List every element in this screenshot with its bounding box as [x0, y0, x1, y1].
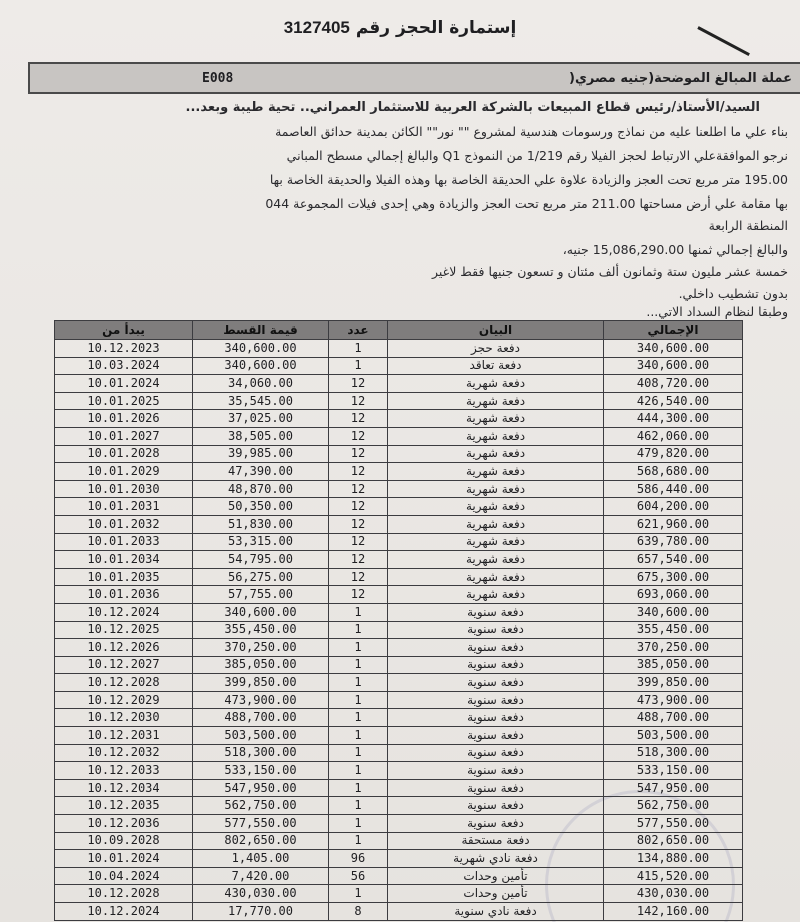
row-count: 12: [329, 410, 388, 428]
letter-line-2: نرجو الموافقةعلي الارتباط لحجز الفيلا رقم 1/219 من النموذج Q1 والبالغ إجمالي مسطح المباني: [286, 148, 788, 163]
row-start-date: 10.12.2036: [55, 815, 193, 833]
table-row: [55, 498, 743, 516]
payment-schedule-table: [54, 320, 743, 921]
row-count: 12: [329, 586, 388, 604]
row-description: دفعة نادي سنوية: [388, 903, 604, 921]
header-start: يبدأ من: [55, 321, 193, 340]
header-count: عدد: [329, 321, 388, 340]
table-row: [55, 639, 743, 657]
row-description: دفعة سنوية: [388, 656, 604, 674]
row-count: 1: [329, 691, 388, 709]
letter-line-9: وطبقا لنظام السداد الاتي...: [646, 304, 788, 319]
row-start-date: 10.12.2032: [55, 744, 193, 762]
row-count: 12: [329, 568, 388, 586]
row-count: 12: [329, 551, 388, 569]
letter-line-8: بدون تشطيب داخلي.: [678, 286, 788, 301]
row-start-date: 10.12.2028: [55, 885, 193, 903]
row-description: دفعة شهرية: [388, 445, 604, 463]
letter-line-7: خمسة عشر مليون ستة وثمانون ألف مئتان و تسعون جنيها فقط لاغير: [432, 264, 788, 279]
row-start-date: 10.12.2027: [55, 656, 193, 674]
row-total: 675,300.00: [604, 568, 743, 586]
table-row: [55, 709, 743, 727]
row-installment: 7,420.00: [193, 867, 329, 885]
table-header-row: [55, 321, 743, 340]
row-description: تأمين وحدات: [388, 885, 604, 903]
row-count: 12: [329, 533, 388, 551]
header-description: البيان: [388, 321, 604, 340]
table-row: [55, 779, 743, 797]
table-row: [55, 445, 743, 463]
row-start-date: 10.01.2026: [55, 410, 193, 428]
table-row: [55, 815, 743, 833]
row-count: 1: [329, 815, 388, 833]
row-start-date: 10.01.2033: [55, 533, 193, 551]
row-count: 1: [329, 744, 388, 762]
row-installment: 518,300.00: [193, 744, 329, 762]
letter-line-3: 195.00 متر مربع تحت العجز والزيادة علاوة علي الحديقة الخاصة بها وهذه الفيلا والحديقة الخاصة بها: [269, 172, 788, 187]
row-installment: 1,405.00: [193, 850, 329, 868]
row-start-date: 10.12.2034: [55, 779, 193, 797]
row-start-date: 10.12.2024: [55, 603, 193, 621]
table-row: [55, 621, 743, 639]
row-count: 1: [329, 639, 388, 657]
row-installment: 53,315.00: [193, 533, 329, 551]
row-description: دفعة سنوية: [388, 779, 604, 797]
row-start-date: 10.01.2029: [55, 463, 193, 481]
table-row: [55, 375, 743, 393]
table-row: [55, 340, 743, 358]
row-total: 462,060.00: [604, 427, 743, 445]
row-count: 1: [329, 340, 388, 358]
row-installment: 802,650.00: [193, 832, 329, 850]
row-total: 568,680.00: [604, 463, 743, 481]
row-installment: 54,795.00: [193, 551, 329, 569]
row-start-date: 10.01.2036: [55, 586, 193, 604]
row-description: دفعة سنوية: [388, 797, 604, 815]
row-installment: 385,050.00: [193, 656, 329, 674]
table-row: [55, 603, 743, 621]
row-total: 604,200.00: [604, 498, 743, 516]
row-count: 1: [329, 727, 388, 745]
currency-label: عملة المبالغ الموضحة(جنيه مصري(: [569, 71, 792, 86]
row-start-date: 10.09.2028: [55, 832, 193, 850]
letter-line-6: والبالغ إجمالي ثمنها 15,086,290.00 جنيه،: [562, 242, 788, 257]
table-row: [55, 691, 743, 709]
row-count: 1: [329, 656, 388, 674]
row-count: 1: [329, 832, 388, 850]
row-total: 488,700.00: [604, 709, 743, 727]
booking-number: 3127405: [283, 18, 350, 37]
table-row: [55, 515, 743, 533]
row-count: 1: [329, 603, 388, 621]
row-start-date: 10.12.2030: [55, 709, 193, 727]
row-start-date: 10.01.2028: [55, 445, 193, 463]
row-installment: 340,600.00: [193, 603, 329, 621]
table-row: [55, 762, 743, 780]
row-total: 533,150.00: [604, 762, 743, 780]
row-description: دفعة شهرية: [388, 463, 604, 481]
row-total: 479,820.00: [604, 445, 743, 463]
row-description: دفعة سنوية: [388, 744, 604, 762]
table-body: [55, 340, 743, 921]
row-installment: 51,830.00: [193, 515, 329, 533]
row-installment: 399,850.00: [193, 674, 329, 692]
header-total: الإجمالي: [604, 321, 743, 340]
row-description: دفعة سنوية: [388, 727, 604, 745]
row-installment: 48,870.00: [193, 480, 329, 498]
row-description: دفعة شهرية: [388, 515, 604, 533]
header-installment: قيمة القسط: [193, 321, 329, 340]
page-title: [0, 18, 800, 38]
row-total: 562,750.00: [604, 797, 743, 815]
row-count: 1: [329, 779, 388, 797]
row-description: دفعة سنوية: [388, 815, 604, 833]
row-description: دفعة تعاقد: [388, 357, 604, 375]
row-start-date: 10.01.2032: [55, 515, 193, 533]
table-row: [55, 727, 743, 745]
row-description: دفعة شهرية: [388, 427, 604, 445]
row-start-date: 10.12.2024: [55, 903, 193, 921]
row-start-date: 10.12.2023: [55, 340, 193, 358]
row-installment: 533,150.00: [193, 762, 329, 780]
letter-greeting: السيد/الأستاذ/رئيس قطاع المبيعات بالشركة العربية للاستثمار العمراني.. تحية طيبة وبعد...: [185, 100, 760, 115]
row-total: 340,600.00: [604, 603, 743, 621]
row-start-date: 10.12.2029: [55, 691, 193, 709]
row-total: 370,250.00: [604, 639, 743, 657]
row-description: دفعة سنوية: [388, 639, 604, 657]
row-total: 802,650.00: [604, 832, 743, 850]
row-start-date: 10.01.2030: [55, 480, 193, 498]
row-total: 408,720.00: [604, 375, 743, 393]
row-installment: 547,950.00: [193, 779, 329, 797]
row-count: 1: [329, 797, 388, 815]
row-count: 56: [329, 867, 388, 885]
table-row: [55, 867, 743, 885]
row-start-date: 10.12.2031: [55, 727, 193, 745]
row-start-date: 10.12.2026: [55, 639, 193, 657]
row-count: 12: [329, 445, 388, 463]
title-text: إستمارة الحجز رقم: [355, 18, 517, 38]
row-total: 547,950.00: [604, 779, 743, 797]
row-total: 473,900.00: [604, 691, 743, 709]
row-total: 385,050.00: [604, 656, 743, 674]
row-total: 693,060.00: [604, 586, 743, 604]
row-description: دفعة حجز: [388, 340, 604, 358]
row-total: 586,440.00: [604, 480, 743, 498]
row-start-date: 10.01.2035: [55, 568, 193, 586]
row-installment: 37,025.00: [193, 410, 329, 428]
row-total: 415,520.00: [604, 867, 743, 885]
row-description: تأمين وحدات: [388, 867, 604, 885]
row-description: دفعة سنوية: [388, 762, 604, 780]
table-row: [55, 885, 743, 903]
row-total: 621,960.00: [604, 515, 743, 533]
row-start-date: 10.01.2031: [55, 498, 193, 516]
table-row: [55, 903, 743, 921]
table-row: [55, 797, 743, 815]
letter-line-1: بناء علي ما اطلعنا عليه من نماذج ورسومات هندسية لمشروع "" نور"" الكائن بمدينة حدائق العاصمة: [275, 124, 788, 139]
row-description: دفعة سنوية: [388, 674, 604, 692]
table-row: [55, 357, 743, 375]
row-total: 399,850.00: [604, 674, 743, 692]
row-total: 355,450.00: [604, 621, 743, 639]
row-start-date: 10.01.2027: [55, 427, 193, 445]
row-start-date: 10.12.2025: [55, 621, 193, 639]
row-installment: 488,700.00: [193, 709, 329, 727]
row-description: دفعة شهرية: [388, 551, 604, 569]
row-total: 340,600.00: [604, 340, 743, 358]
row-count: 12: [329, 392, 388, 410]
row-start-date: 10.01.2024: [55, 850, 193, 868]
row-total: 639,780.00: [604, 533, 743, 551]
currency-bar: [28, 62, 800, 94]
row-start-date: 10.01.2025: [55, 392, 193, 410]
row-installment: 370,250.00: [193, 639, 329, 657]
row-count: 8: [329, 903, 388, 921]
row-installment: 35,545.00: [193, 392, 329, 410]
table-row: [55, 832, 743, 850]
row-total: 444,300.00: [604, 410, 743, 428]
row-description: دفعة سنوية: [388, 709, 604, 727]
row-count: 1: [329, 762, 388, 780]
row-description: دفعة شهرية: [388, 498, 604, 516]
row-count: 96: [329, 850, 388, 868]
row-installment: 562,750.00: [193, 797, 329, 815]
row-description: دفعة نادي شهرية: [388, 850, 604, 868]
table-row: [55, 674, 743, 692]
row-count: 1: [329, 885, 388, 903]
row-installment: 57,755.00: [193, 586, 329, 604]
row-total: 518,300.00: [604, 744, 743, 762]
row-installment: 355,450.00: [193, 621, 329, 639]
row-start-date: 10.12.2028: [55, 674, 193, 692]
row-count: 1: [329, 357, 388, 375]
table-row: [55, 533, 743, 551]
row-description: دفعة شهرية: [388, 392, 604, 410]
row-total: 340,600.00: [604, 357, 743, 375]
letter-line-5: المنطقة الرابعة: [708, 218, 788, 233]
row-description: دفعة مستحقة: [388, 832, 604, 850]
row-count: 12: [329, 463, 388, 481]
row-count: 1: [329, 674, 388, 692]
letter-line-4: بها مقامة علي أرض مساحتها 211.00 متر مربع تحت العجز والزيادة وهي إحدى فيلات المجموعة 044: [265, 196, 788, 211]
row-count: 1: [329, 709, 388, 727]
row-total: 430,030.00: [604, 885, 743, 903]
row-installment: 47,390.00: [193, 463, 329, 481]
row-installment: 340,600.00: [193, 340, 329, 358]
row-description: دفعة شهرية: [388, 568, 604, 586]
table-row: [55, 656, 743, 674]
row-count: 12: [329, 427, 388, 445]
row-description: دفعة شهرية: [388, 533, 604, 551]
row-start-date: 10.03.2024: [55, 357, 193, 375]
row-start-date: 10.01.2034: [55, 551, 193, 569]
row-installment: 430,030.00: [193, 885, 329, 903]
table-row: [55, 427, 743, 445]
row-count: 12: [329, 480, 388, 498]
row-total: 142,160.00: [604, 903, 743, 921]
row-installment: 39,985.00: [193, 445, 329, 463]
row-installment: 473,900.00: [193, 691, 329, 709]
row-start-date: 10.04.2024: [55, 867, 193, 885]
table-row: [55, 850, 743, 868]
row-installment: 577,550.00: [193, 815, 329, 833]
row-count: 1: [329, 621, 388, 639]
row-total: 426,540.00: [604, 392, 743, 410]
row-start-date: 10.12.2035: [55, 797, 193, 815]
row-installment: 34,060.00: [193, 375, 329, 393]
row-count: 12: [329, 515, 388, 533]
row-start-date: 10.01.2024: [55, 375, 193, 393]
table-row: [55, 551, 743, 569]
row-installment: 340,600.00: [193, 357, 329, 375]
row-installment: 50,350.00: [193, 498, 329, 516]
row-description: دفعة شهرية: [388, 410, 604, 428]
row-description: دفعة سنوية: [388, 621, 604, 639]
row-description: دفعة سنوية: [388, 603, 604, 621]
row-description: دفعة سنوية: [388, 691, 604, 709]
row-installment: 38,505.00: [193, 427, 329, 445]
table-row: [55, 392, 743, 410]
row-description: دفعة شهرية: [388, 375, 604, 393]
row-description: دفعة شهرية: [388, 480, 604, 498]
row-installment: 17,770.00: [193, 903, 329, 921]
row-total: 134,880.00: [604, 850, 743, 868]
row-total: 577,550.00: [604, 815, 743, 833]
row-installment: 56,275.00: [193, 568, 329, 586]
row-start-date: 10.12.2033: [55, 762, 193, 780]
table-row: [55, 744, 743, 762]
row-total: 503,500.00: [604, 727, 743, 745]
row-installment: 503,500.00: [193, 727, 329, 745]
table-row: [55, 586, 743, 604]
table-row: [55, 410, 743, 428]
row-count: 12: [329, 375, 388, 393]
table-row: [55, 568, 743, 586]
table-row: [55, 463, 743, 481]
row-total: 657,540.00: [604, 551, 743, 569]
currency-code: E008: [202, 71, 234, 86]
row-description: دفعة شهرية: [388, 586, 604, 604]
row-count: 12: [329, 498, 388, 516]
table-row: [55, 480, 743, 498]
